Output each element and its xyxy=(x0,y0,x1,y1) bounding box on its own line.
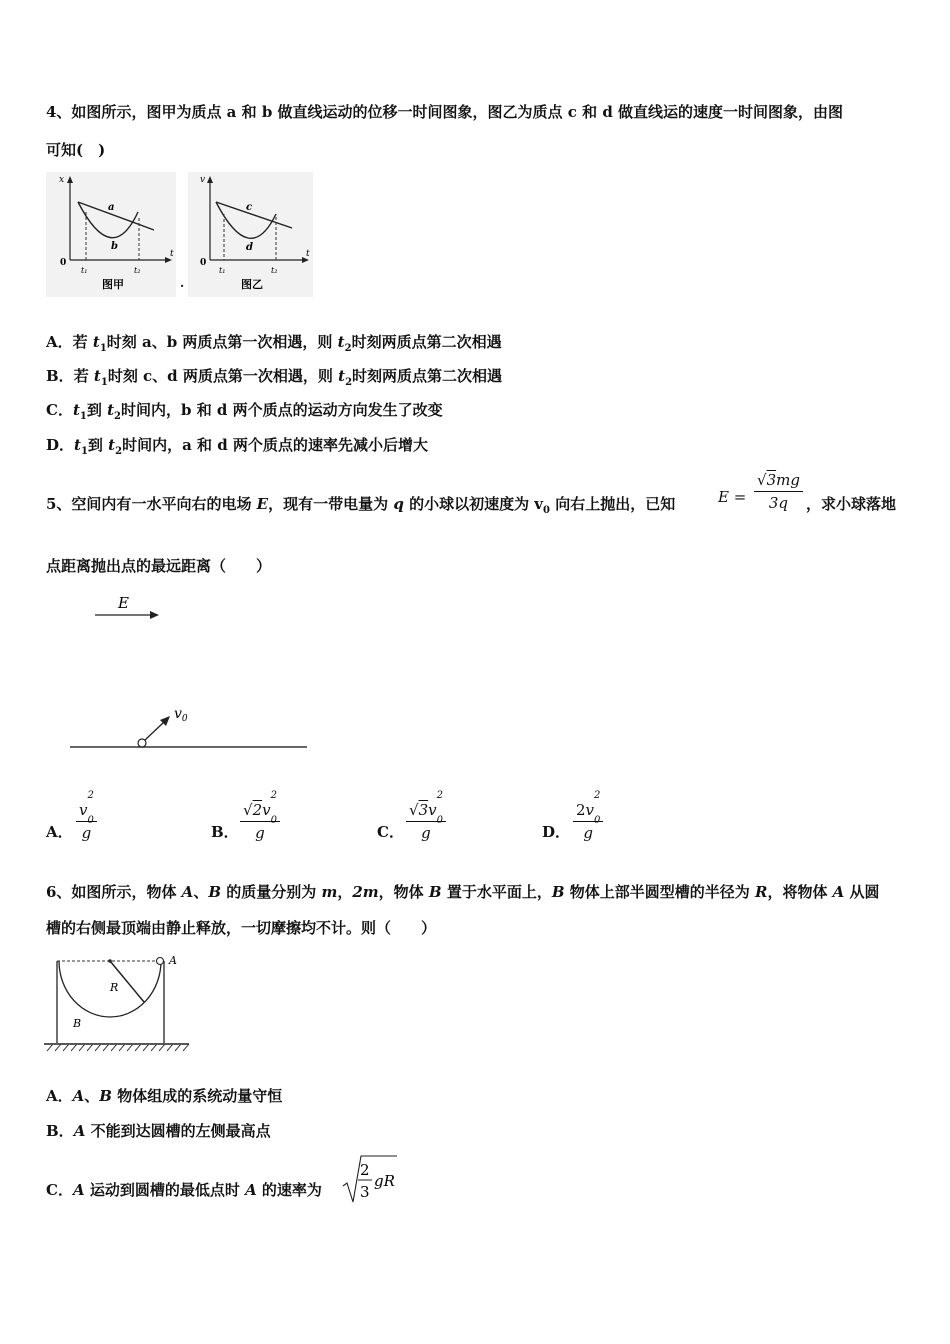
q5-velocity-arrow xyxy=(145,722,164,740)
q5-option-b[interactable]: B． xyxy=(211,823,239,841)
q4-fig1-caption: 图甲 xyxy=(102,278,124,291)
q4-fig2-t1-label: t₁ xyxy=(219,266,226,275)
q6-option-c[interactable]: C．A 运动到圆槽的最低点时 A 的速率为 xyxy=(46,1181,322,1199)
q4-fig1-t-label: t xyxy=(170,249,174,259)
q4-fig2-label-d: d xyxy=(246,242,253,253)
q4-fig2-t2-label: t₂ xyxy=(271,266,278,275)
q5-option-a[interactable]: A． xyxy=(46,823,73,841)
q5-stem-line1: 5、空间内有一水平向右的电场 E，现有一带电量为 q 的小球以初速度为 $v_0$ 向右上抛出，已知 xyxy=(46,495,676,516)
q6-stem-line2: 槽的右侧最顶端由静止释放，一切摩擦均不计。则（ ） xyxy=(46,919,437,937)
q5-option-d[interactable]: D． xyxy=(542,823,571,841)
q4-fig2-caption: 图乙 xyxy=(241,278,263,291)
q4-fig2-label-c: c xyxy=(246,202,253,213)
q5-v0-label: $v_0$ xyxy=(174,706,188,724)
q6-ground-hatch xyxy=(47,1044,189,1051)
q4-option-d[interactable]: D．$t_1$到 $t_2$时间内，a 和 d 两个质点的速率先减小后增大 xyxy=(46,436,428,457)
q4-figure-jia xyxy=(46,172,176,297)
q5-field-arrowhead xyxy=(150,611,159,619)
q4-figure-yi xyxy=(188,172,313,297)
q6-stem-line1: 6、如图所示，物体 A、B 的质量分别为 m，2m，物体 B 置于水平面上，B 物体上部半圆型槽的半径为 R，将物体 A 从圆 xyxy=(46,883,880,901)
q6-center-dot xyxy=(108,959,112,963)
q5-field-label: E xyxy=(118,594,129,612)
q5-option-c-value[interactable]: √3v 2 $_0$ g xyxy=(406,800,446,843)
q4-fig1-t1-label: t₁ xyxy=(81,266,88,275)
q5-figure xyxy=(60,590,320,760)
q4-fig1-label-a: a xyxy=(108,202,115,213)
q6-label-a: A xyxy=(169,954,177,967)
q5-stem-line2: 点距离抛出点的最远距离（ ） xyxy=(46,557,272,575)
q6-option-b[interactable]: B．A 不能到达圆槽的左侧最高点 xyxy=(46,1122,271,1140)
q4-fig1-origin: 0 xyxy=(60,258,67,268)
q4-fig1-label-b: b xyxy=(111,241,118,252)
q5-option-a-value[interactable]: v 2 $_0$ g xyxy=(76,800,97,843)
q6-option-a[interactable]: A．A、B 物体组成的系统动量守恒 xyxy=(46,1087,283,1105)
q4-stem-line1: 4、如图所示，图甲为质点 a 和 b 做直线运动的位移一时间图象，图乙为质点 c 和 d 做直线运的速度一时间图象，由图 xyxy=(46,103,844,121)
q6-option-c-frac-den: 3 xyxy=(360,1183,370,1201)
q4-fig1-y-label: x xyxy=(59,175,65,185)
q5-stem-line1-end: ，求小球落地 xyxy=(806,495,897,513)
q6-option-c-sqrt xyxy=(341,1152,399,1208)
q4-option-c[interactable]: C．$t_1$到 $t_2$时间内，b 和 d 两个质点的运动方向发生了改变 xyxy=(46,401,443,422)
q4-fig2-y-label: v xyxy=(200,175,206,185)
q6-option-c-gr: gR xyxy=(374,1172,395,1190)
q5-option-b-value[interactable]: √2v 2 $_0$ g xyxy=(240,800,280,843)
q4-fig1-t2-label: t₂ xyxy=(134,266,141,275)
q6-figure xyxy=(44,950,194,1056)
q4-fig-separator: · xyxy=(180,279,185,293)
q6-option-c-frac-num: 2 xyxy=(360,1161,370,1179)
q4-option-b[interactable]: B．若 $t_1$时刻 c、d 两质点第一次相遇，则 $t_2$时刻两质点第二次相遇 xyxy=(46,367,503,388)
q5-option-d-value[interactable]: 2v 2 $_0$ g xyxy=(573,800,603,843)
q4-option-a[interactable]: A．若 $t_1$时刻 a、b 两质点第一次相遇，则 $t_2$时刻两质点第二次相遇 xyxy=(46,333,502,354)
q4-fig2-t-label: t xyxy=(306,249,310,259)
q4-fig2-origin: 0 xyxy=(200,258,207,268)
q4-stem-line2: 可知( ) xyxy=(46,141,106,159)
q5-option-c[interactable]: C． xyxy=(377,823,404,841)
q5-ball xyxy=(138,739,146,747)
q6-label-b: B xyxy=(73,1017,82,1030)
q6-ball-a xyxy=(157,958,164,965)
q6-label-r: R xyxy=(110,981,119,994)
